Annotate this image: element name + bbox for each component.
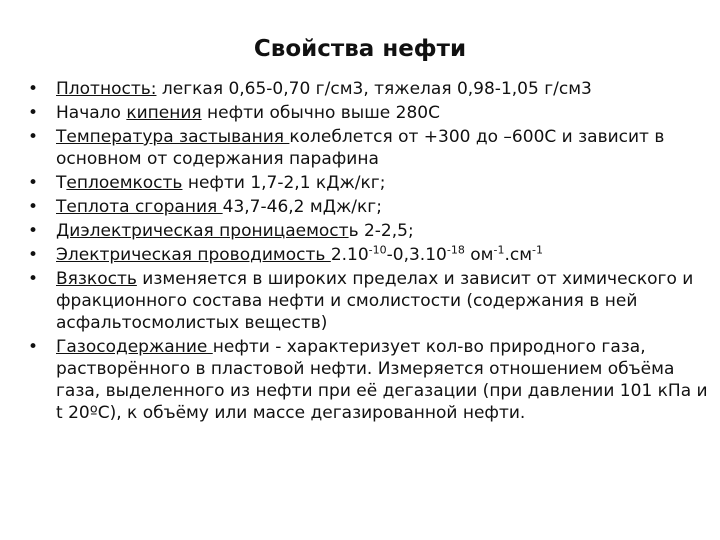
conductivity-unit-cm: .см xyxy=(504,245,533,265)
bullet-icon: • xyxy=(28,245,39,265)
list-item-density xyxy=(22,78,712,100)
item-prefix: Т xyxy=(56,173,67,193)
bullet-icon: • xyxy=(28,269,39,289)
bullet-icon: • xyxy=(28,337,39,357)
list-item-boiling xyxy=(22,102,712,124)
item-text: нефти 1,7-2,1 кДж/кг; xyxy=(182,173,386,193)
bullet-icon: • xyxy=(28,221,39,241)
list-item-heat-capacity xyxy=(22,172,712,194)
conductivity-value-1: 2.10 xyxy=(330,245,369,265)
list-item-combustion-heat xyxy=(22,196,712,218)
term-dielectric: Диэлектрическая проницаемост xyxy=(56,221,349,241)
term-conductivity: Электрическая проводимость xyxy=(56,245,331,265)
bullet-icon: • xyxy=(28,103,39,123)
item-text: колеблется от +300 до –600С и зависит в основном от содержания парафина xyxy=(56,127,665,169)
term-boiling: кипения xyxy=(126,103,202,123)
item-text: нефти - характеризует кол-во природного газа, растворённого в пластовой нефти. Измеряется отношением объёма газа, выделенного из нефти при её дегазации (при давлении 101 кПа и t 20ºС), к объёму или массе дегазированной нефти. xyxy=(56,337,708,423)
item-text: 43,7-46,2 мДж/кг; xyxy=(222,197,382,217)
term-viscosity: Вязкость xyxy=(56,269,137,289)
conductivity-exp-3: -1 xyxy=(493,243,505,257)
term-gas-content: Газосодержание xyxy=(56,337,213,357)
item-text: изменяется в широких пределах и зависит от химического и фракционного состава нефти и смолистости (содержания в ней асфальтосмолистых веществ) xyxy=(56,269,694,333)
list-item-pour-point xyxy=(22,126,712,170)
bullet-icon: • xyxy=(28,79,39,99)
conductivity-exp-2: -18 xyxy=(446,243,465,257)
term-combustion-heat: Теплота сгорания xyxy=(56,197,223,217)
bullet-icon: • xyxy=(28,173,39,193)
list-item-viscosity xyxy=(22,268,712,334)
item-prefix: Начало xyxy=(56,103,127,123)
term-heat-capacity: еплоемкость xyxy=(66,173,183,193)
item-text: легкая 0,65-0,70 г/см3, тяжелая 0,98-1,05 г/см3 xyxy=(156,79,592,99)
conductivity-exp-1: -10 xyxy=(368,243,387,257)
term-density: Плотность: xyxy=(56,79,157,99)
slide-title: Свойства нефти xyxy=(253,36,467,62)
conductivity-exp-4: -1 xyxy=(532,243,543,257)
conductivity-unit-ohm: ом xyxy=(464,245,494,265)
term-pour-point: Температура застывания xyxy=(56,127,290,147)
item-text: ь 2-2,5; xyxy=(348,221,414,241)
bullet-icon: • xyxy=(28,127,39,147)
bullet-icon: • xyxy=(28,197,39,217)
conductivity-value-2: -0,3.10 xyxy=(386,245,447,265)
list-item-conductivity xyxy=(22,244,712,266)
properties-list xyxy=(22,78,712,426)
list-item-dielectric xyxy=(22,220,712,242)
item-text: нефти обычно выше 280С xyxy=(201,103,440,123)
list-item-gas-content xyxy=(22,336,712,424)
